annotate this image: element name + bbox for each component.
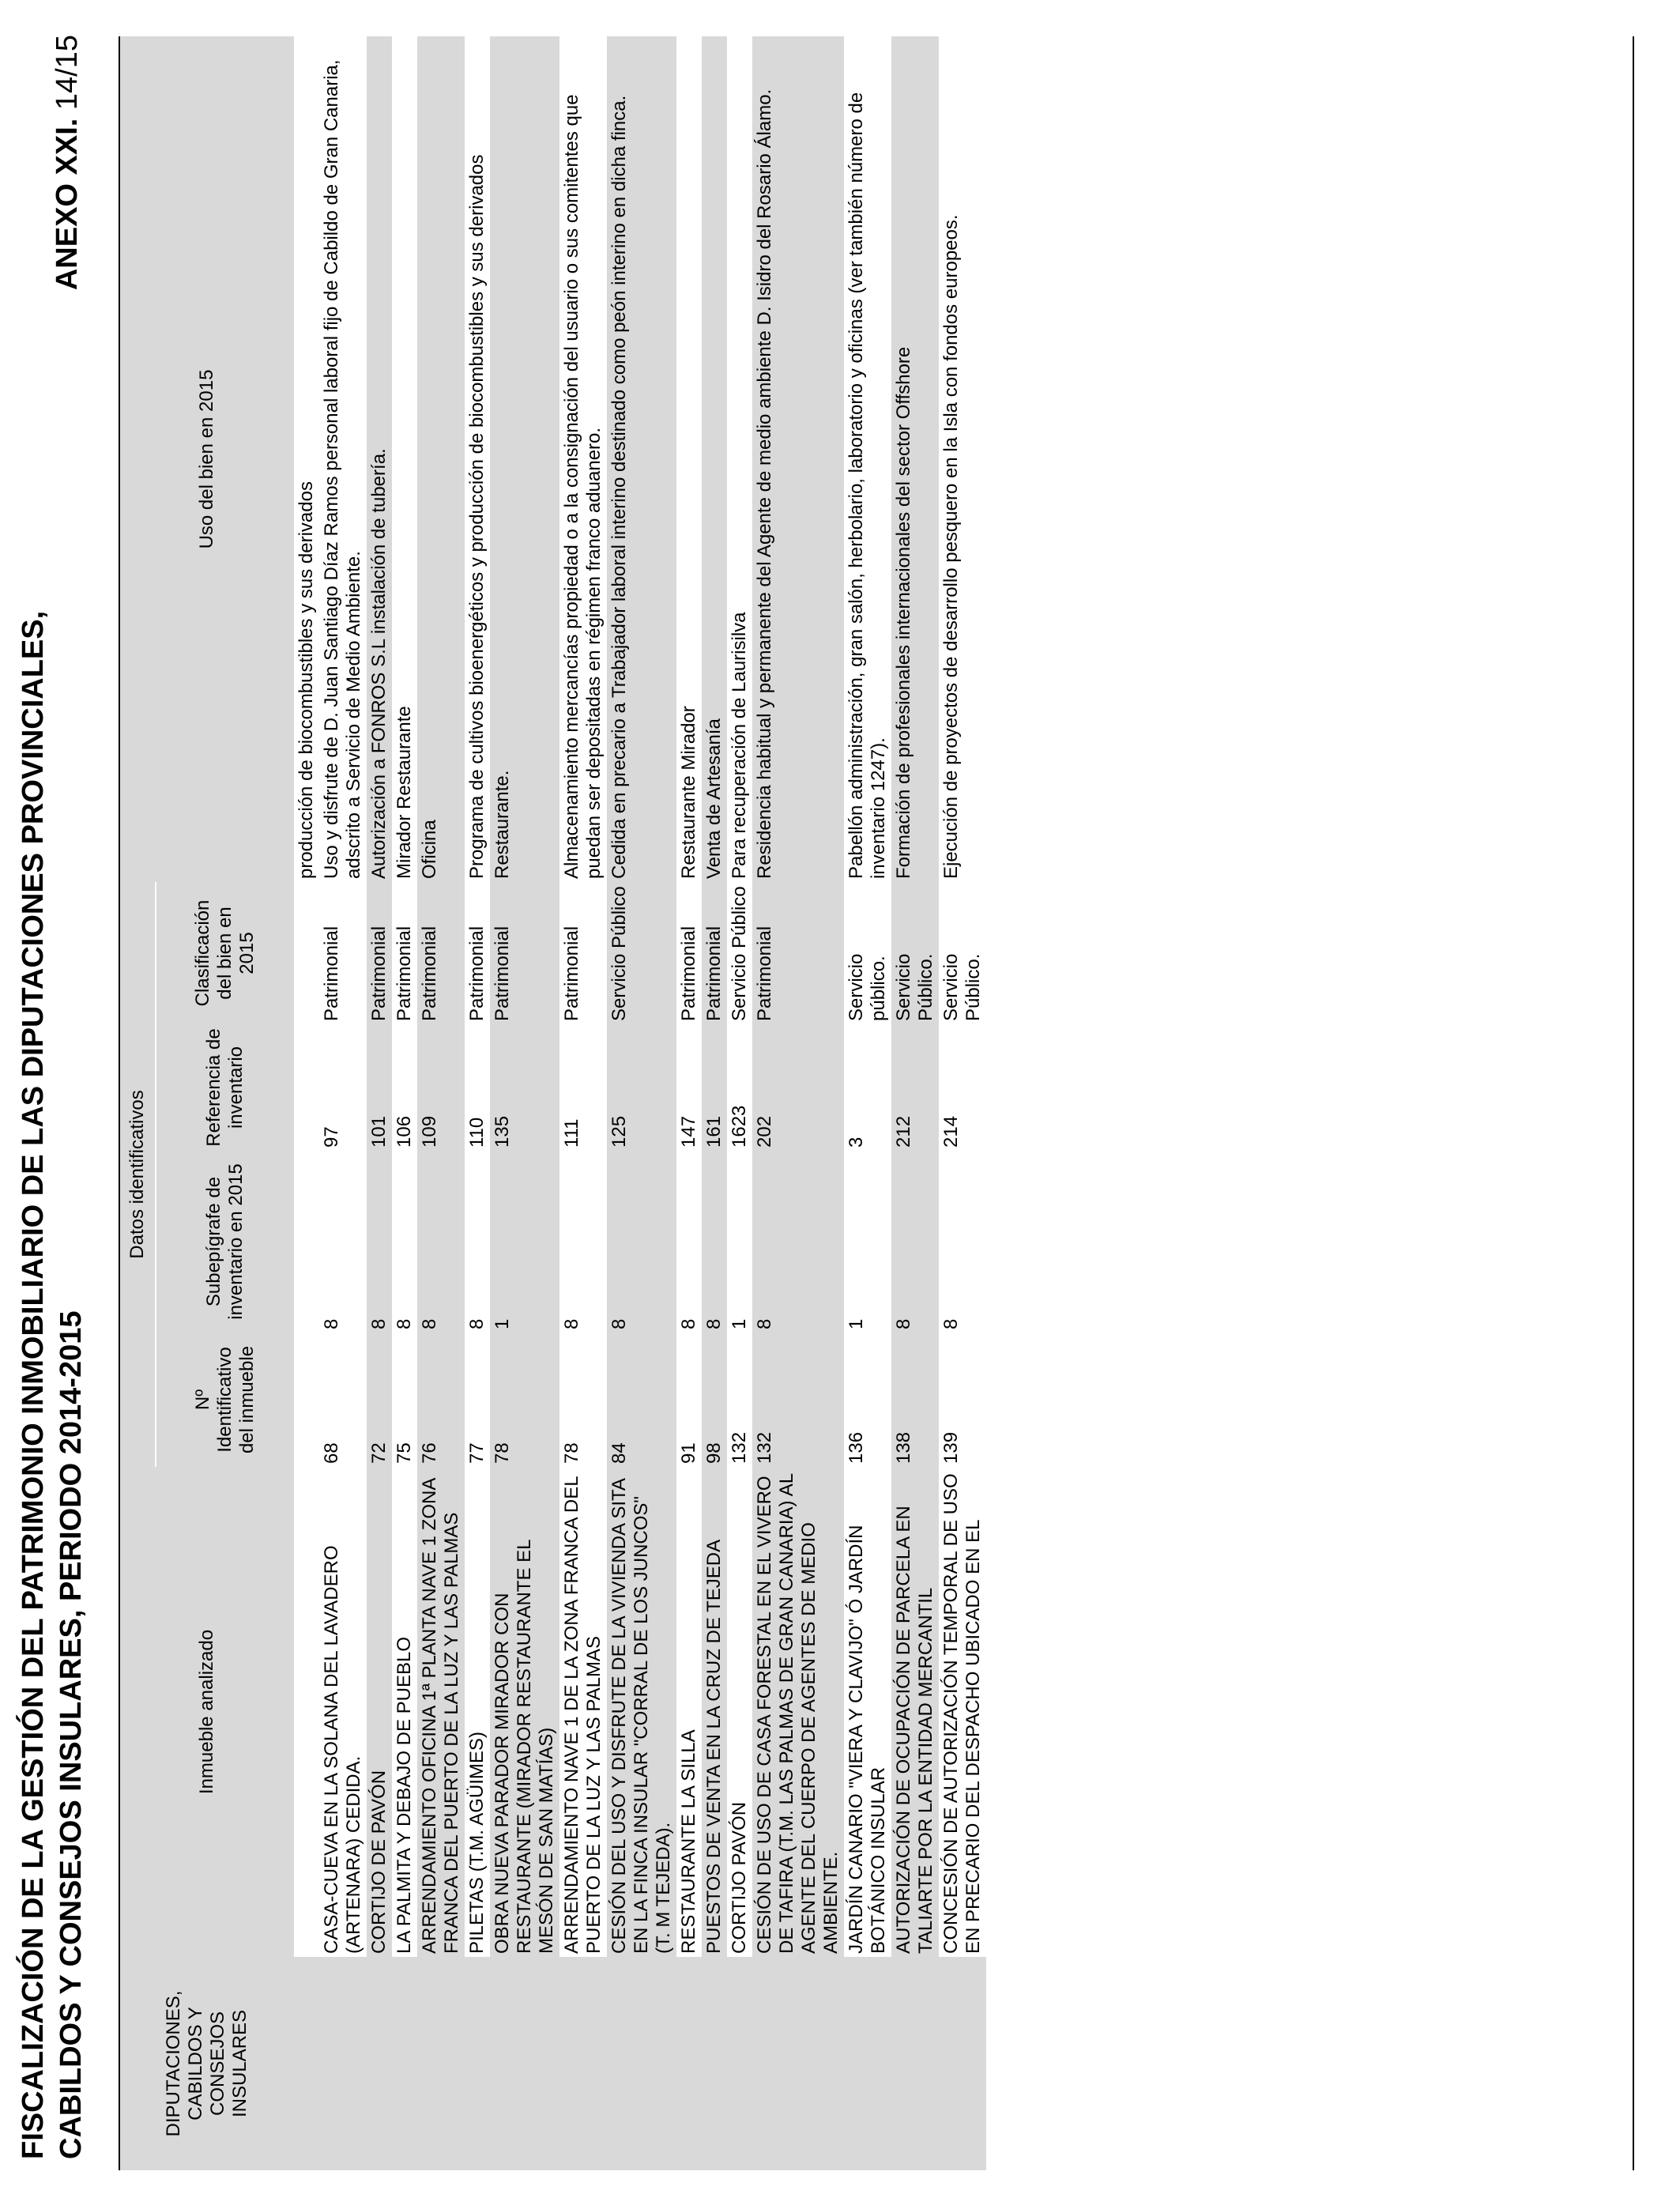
- inmueble-cell: CASA-CUEVA EN LA SOLANA DEL LAVADERO (ARTENARA) CEDIDA.: [321, 1545, 364, 1954]
- diputaciones-cell: [294, 1957, 319, 2170]
- uso-cell: Mirador Restaurante: [394, 706, 415, 879]
- uso-cell: Venta de Artesanía: [702, 36, 727, 882]
- referencia-cell: 106: [394, 1115, 415, 1148]
- uso-cell: Restaurante Mirador: [678, 706, 699, 879]
- diputaciones-cell: [844, 1957, 891, 2170]
- numero-cell: 68: [321, 1442, 342, 1464]
- diputaciones-cell: [891, 1957, 939, 2170]
- numero-cell: 84: [607, 1333, 676, 1467]
- diputaciones-cell: [676, 1957, 702, 2170]
- numero-cell: 75: [394, 1442, 415, 1464]
- numero-cell: 72: [367, 1333, 392, 1467]
- header-numero: Nº Identificativo del inmueble: [156, 1333, 294, 1467]
- header-diputaciones: DIPUTACIONES, CABILDOS Y CONSEJOS INSULARES: [119, 1957, 294, 2170]
- inmueble-cell: PUESTOS DE VENTA EN LA CRUZ DE TEJEDA: [702, 1467, 727, 1957]
- numero-cell: 78: [561, 1442, 582, 1464]
- clasificacion-cell: Patrimonial: [490, 882, 559, 1024]
- inmueble-cell: CESIÓN DEL USO Y DISFRUTE DE LA VIVIENDA SITA EN LA FINCA INSULAR "CORRAL DE LOS JUNCOS" (T. M TEJEDA).: [607, 1467, 676, 1957]
- header-referencia: Referencia de inventario: [156, 1024, 294, 1151]
- inventory-table: [119, 36, 986, 2170]
- header-subepigrafe: Subepígrafe de inventario en 2015: [156, 1151, 294, 1333]
- clasificacion-cell: Patrimonial: [752, 882, 844, 1024]
- subepigrafe-cell: 8: [940, 1318, 962, 1329]
- header-inmueble: Inmueble analizado: [119, 1467, 294, 1957]
- diputaciones-cell: [319, 1957, 367, 2170]
- table-row: [727, 36, 752, 2170]
- subepigrafe-cell: 8: [702, 1151, 727, 1333]
- table-row: [319, 36, 367, 2170]
- subepigrafe-cell: 1: [846, 1318, 867, 1329]
- clasificacion-cell: Servicio Público: [607, 882, 676, 1024]
- subepigrafe-cell: 8: [367, 1151, 392, 1333]
- referencia-cell: 212: [891, 1024, 939, 1151]
- subepigrafe-cell: 1: [490, 1151, 559, 1333]
- continuation-row: [294, 36, 319, 2170]
- inmueble-cell: CORTIJO PAVÓN: [729, 1801, 750, 1954]
- clasificacion-cell: Servicio Público.: [940, 953, 984, 1021]
- diputaciones-cell: [367, 1957, 392, 2170]
- subepigrafe-cell: 8: [466, 1318, 488, 1329]
- uso-cell: Formación de profesionales internacionales del sector Offshore: [891, 36, 939, 882]
- referencia-cell: 125: [607, 1024, 676, 1151]
- subepigrafe-cell: 8: [891, 1151, 939, 1333]
- referencia-cell: 101: [367, 1024, 392, 1151]
- uso-cell: Oficina: [417, 36, 465, 882]
- clasificacion-cell: Patrimonial: [561, 925, 582, 1021]
- referencia-cell: 109: [417, 1024, 465, 1151]
- table-row: [891, 36, 939, 2170]
- table-row: [752, 36, 844, 2170]
- referencia-cell: 214: [940, 1115, 962, 1148]
- clasificacion-cell: Servicio Público: [729, 886, 750, 1021]
- numero-cell: 139: [940, 1431, 962, 1464]
- numero-cell: 98: [702, 1333, 727, 1467]
- referencia-cell: 3: [846, 1137, 867, 1148]
- numero-cell: 91: [678, 1442, 699, 1464]
- uso-cell: Residencia habitual y permanente del Agente de medio ambiente D. Isidro del Rosario Álamo.: [752, 36, 844, 882]
- subepigrafe-cell: 8: [561, 1318, 582, 1329]
- uso-cell: Cedida en precario a Trabajador laboral interino destinado como peón interino en dicha finca.: [607, 36, 676, 882]
- annex-page: 14/15: [51, 35, 84, 111]
- referencia-cell: 161: [702, 1024, 727, 1151]
- clasificacion-cell: Patrimonial: [321, 925, 342, 1021]
- table-row: [607, 36, 676, 2170]
- clasificacion-cell: Patrimonial: [417, 882, 465, 1024]
- referencia-cell: 135: [490, 1024, 559, 1151]
- referencia-cell: 202: [752, 1024, 844, 1151]
- inmueble-cell: ARRENDAMIENTO OFICINA 1ª PLANTA NAVE 1 ZONA FRANCA DEL PUERTO DE LA LUZ Y LAS PALMAS: [417, 1467, 465, 1957]
- numero-cell: 138: [891, 1333, 939, 1467]
- uso-cell: Pabellón administración, gran salón, herbolario, laboratorio y oficinas (ver también número de inventario 1247).: [846, 92, 889, 879]
- clasificacion-cell: Patrimonial: [394, 925, 415, 1021]
- inmueble-cell: JARDÍN CANARIO "VIERA Y CLAVIJO" Ó JARDÍN BOTÁNICO INSULAR: [846, 1525, 889, 1954]
- numero-cell: 78: [490, 1333, 559, 1467]
- subepigrafe-cell: 8: [417, 1151, 465, 1333]
- subepigrafe-cell: 1: [729, 1318, 750, 1329]
- clasificacion-cell: Patrimonial: [466, 925, 488, 1021]
- bottom-rule: [1633, 36, 1634, 2170]
- clasificacion-cell: Servicio Público.: [891, 882, 939, 1024]
- table-row: [702, 36, 727, 2170]
- table-body: [294, 36, 986, 2170]
- title-line-2: CABILDOS Y CONSEJOS INSULARES, PERIODO 2014-2015: [55, 1310, 88, 2159]
- referencia-cell: 111: [561, 1118, 582, 1148]
- diputaciones-cell: [607, 1957, 676, 2170]
- clasificacion-cell: Servicio público.: [846, 953, 889, 1021]
- header-clasificacion: Clasificación del bien en 2015: [156, 882, 294, 1024]
- uso-cell: Almacenamiento mercancías propiedad o a la consignación del usuario o sus comitentes que puedan ser depositadas en régimen franco aduanero.: [561, 94, 605, 879]
- inmueble-cell: LA PALMITA Y DEBAJO DE PUEBLO: [394, 1636, 415, 1954]
- referencia-cell: 147: [678, 1115, 699, 1148]
- diputaciones-cell: [559, 1957, 607, 2170]
- uso-cell: Programa de cultivos bioenergéticos y producción de biocombustibles y sus derivados: [466, 154, 488, 879]
- table-row: [367, 36, 392, 2170]
- subepigrafe-cell: 8: [321, 1318, 342, 1329]
- document-title: [14, 262, 90, 2159]
- inmueble-cell: OBRA NUEVA PARADOR MIRADOR CON RESTAURANTE (MIRADOR RESTAURANTE EL MESÓN DE SAN MATÍAS): [490, 1467, 559, 1957]
- inmueble-cell: ARRENDAMIENTO NAVE 1 DE LA ZONA FRANCA DEL PUERTO DE LA LUZ Y LAS PALMAS: [561, 1476, 605, 1954]
- uso-cell: Uso y disfrute de D. Juan Santiago Díaz Ramos personal laboral fijo de Cabildo de Gran Canaria, adscrito a Servicio de Medio Ambiente.: [321, 59, 364, 879]
- numero-cell: 136: [846, 1431, 867, 1464]
- annex-label: [51, 35, 85, 290]
- header-datos-identificativos: Datos identificativos: [119, 882, 156, 1467]
- subepigrafe-cell: 8: [607, 1151, 676, 1333]
- uso-cell: Autorización a FONROS S.L instalación de tubería.: [367, 36, 392, 882]
- inmueble-cell: CESIÓN DE USO DE CASA FORESTAL EN EL VIVERO DE TAFIRA (T.M. LAS PALMAS DE GRAN CANARIA) AL AGENTE DEL CUERPO DE AGENTES DE MEDIO AMBIENTE.: [752, 1467, 844, 1957]
- table-row: [465, 36, 490, 2170]
- subepigrafe-cell: 8: [394, 1318, 415, 1329]
- numero-cell: 77: [466, 1442, 488, 1464]
- referencia-cell: 97: [321, 1126, 342, 1148]
- diputaciones-cell: [702, 1957, 727, 2170]
- diputaciones-cell: [417, 1957, 465, 2170]
- numero-cell: 132: [752, 1333, 844, 1467]
- inmueble-cell: CONCESIÓN DE AUTORIZACIÓN TEMPORAL DE USO EN PRECARIO DEL DESPACHO UBICADO EN EL: [940, 1473, 984, 1954]
- diputaciones-cell: [727, 1957, 752, 2170]
- uso-cell: Ejecución de proyectos de desarrollo pesquero en la Isla con fondos europeos.: [940, 214, 962, 879]
- uso-cell: Restaurante.: [490, 36, 559, 882]
- table-row: [490, 36, 559, 2170]
- numero-cell: 132: [729, 1431, 750, 1464]
- table-row: [939, 36, 986, 2170]
- continuation-text: producción de biocombustibles y sus derivados: [296, 481, 317, 879]
- clasificacion-cell: Patrimonial: [702, 882, 727, 1024]
- table-row: [844, 36, 891, 2170]
- header-uso: Uso del bien en 2015: [119, 36, 294, 882]
- clasificacion-cell: Patrimonial: [367, 882, 392, 1024]
- subepigrafe-cell: 8: [678, 1318, 699, 1329]
- subepigrafe-cell: 8: [752, 1151, 844, 1333]
- table-row: [559, 36, 607, 2170]
- table-row: [417, 36, 465, 2170]
- diputaciones-cell: [392, 1957, 417, 2170]
- inmueble-cell: RESTAURANTE LA SILLA: [678, 1729, 699, 1954]
- table-row: [676, 36, 702, 2170]
- title-line-1: FISCALIZACIÓN DE LA GESTIÓN DEL PATRIMONIO INMOBILIARIO DE LAS DIPUTACIONES PROVINCIALES,: [17, 610, 50, 2159]
- diputaciones-cell: [490, 1957, 559, 2170]
- uso-cell: Para recuperación de Laurisilva: [729, 612, 750, 879]
- table-row: [392, 36, 417, 2170]
- referencia-cell: 1623: [729, 1105, 750, 1148]
- diputaciones-cell: [752, 1957, 844, 2170]
- inmueble-cell: CORTIJO DE PAVÓN: [367, 1467, 392, 1957]
- inmueble-cell: PILETAS (T.M. AGÜIMES): [466, 1732, 488, 1954]
- annex-name: ANEXO XXI.: [51, 118, 84, 291]
- numero-cell: 76: [417, 1333, 465, 1467]
- clasificacion-cell: Patrimonial: [678, 925, 699, 1021]
- diputaciones-cell: [465, 1957, 490, 2170]
- inmueble-cell: AUTORIZACIÓN DE OCUPACIÓN DE PARCELA EN TALIARTE POR LA ENTIDAD MERCANTIL: [891, 1467, 939, 1957]
- referencia-cell: 110: [466, 1117, 488, 1148]
- diputaciones-cell: [939, 1957, 986, 2170]
